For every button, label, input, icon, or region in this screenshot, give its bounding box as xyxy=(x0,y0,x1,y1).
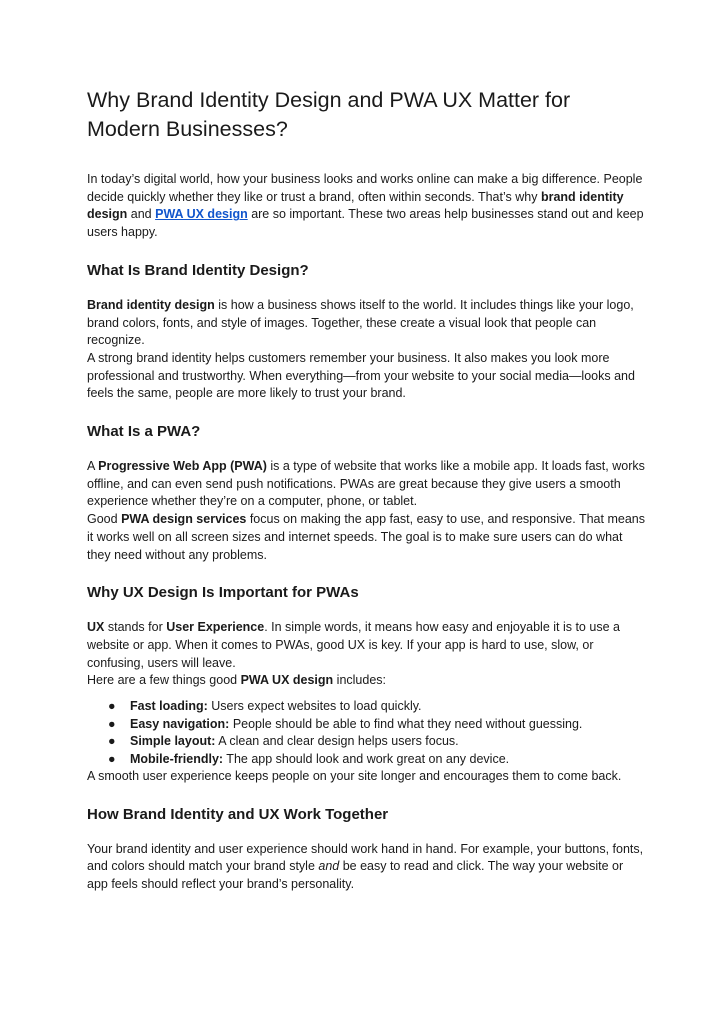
list-item xyxy=(108,751,647,769)
section-heading-together: How Brand Identity and UX Work Together xyxy=(87,805,389,823)
and-italic: and xyxy=(318,859,340,874)
bullet-bold: Mobile-friendly: xyxy=(130,751,224,766)
ux-bullet-list xyxy=(87,698,647,768)
pwa-text-a: A xyxy=(87,459,99,474)
bullet-text: The app should look and work great on any device. xyxy=(223,751,510,766)
bullet-icon: ● xyxy=(108,699,116,714)
section-heading-pwa: What Is a PWA? xyxy=(87,423,201,441)
pwa-ux-design-bold: PWA UX design xyxy=(240,673,334,688)
bullet-bold: Fast loading: xyxy=(130,699,208,714)
list-item xyxy=(108,716,647,734)
intro-paragraph xyxy=(87,171,647,242)
pwa-design-services-bold: PWA design services xyxy=(121,512,247,527)
bullet-bold: Easy navigation: xyxy=(130,716,230,731)
pwa-ux-design-link[interactable]: PWA UX design xyxy=(155,207,248,222)
bullet-icon: ● xyxy=(108,734,116,749)
bullet-icon: ● xyxy=(108,716,116,731)
bullet-text: People should be able to find what they need without guessing. xyxy=(229,716,583,731)
bullet-bold: Simple layout: xyxy=(130,734,216,749)
ux-paragraph-2 xyxy=(87,672,647,690)
ux-text-here: Here are a few things good xyxy=(87,673,241,688)
pwa-paragraph-1 xyxy=(87,458,647,511)
pwa-paragraph-2 xyxy=(87,511,647,564)
brand-identity-paragraph-2: A strong brand identity helps customers remember your business. It also makes you look more professional and trustworthy. When everything—from your website to your social media—looks and feels the same, people are more likely to trust your brand. xyxy=(87,350,635,401)
brand-identity-bold: Brand identity design xyxy=(87,297,215,312)
ux-text-stands: stands for xyxy=(104,620,167,635)
together-text-1: Your brand identity and user experience should work hand in hand. For example, your buttons, fonts, and colors should match your brand style xyxy=(87,841,644,874)
document-page xyxy=(87,86,647,894)
bullet-text: A clean and clear design helps users focus. xyxy=(215,734,459,749)
bullet-text: Users expect websites to load quickly. xyxy=(207,699,422,714)
list-item xyxy=(108,698,647,716)
ux-text-includes: includes: xyxy=(333,673,386,688)
intro-text-3: are so important. These two areas help businesses stand out and keep users happy. xyxy=(87,207,644,240)
brand-identity-paragraph-1 xyxy=(87,297,647,350)
brand-identity-text-1: is how a business shows itself to the world. It includes things like your logo, brand colors, fonts, and style of images. Together, these create a visual look that people can recognize. xyxy=(87,297,634,348)
bullet-icon: ● xyxy=(108,751,116,766)
pwa-bold: Progressive Web App (PWA) xyxy=(98,459,267,474)
document-title: Why Brand Identity Design and PWA UX Matter for Modern Businesses? xyxy=(87,88,571,141)
pwa-text-good: Good xyxy=(87,512,122,527)
intro-bold-brand-identity: brand identity design xyxy=(87,189,624,222)
intro-text-2: and xyxy=(127,207,156,222)
pwa-text-1: is a type of website that works like a mobile app. It loads fast, works offline, and can even send push notifications. PWAs are great because they give users a smooth experience whether they’re on a computer, phone, or tablet. xyxy=(87,459,645,509)
ux-paragraph-1 xyxy=(87,619,647,672)
ux-text-1: . In simple words, it means how easy and enjoyable it is to use a website or app. When it comes to PWAs, good UX is key. If your app is hard to use, slow, or confusing, users will leave. xyxy=(87,620,620,670)
section-heading-ux: Why UX Design Is Important for PWAs xyxy=(87,584,359,602)
list-item xyxy=(108,733,647,751)
user-experience-bold: User Experience xyxy=(166,620,265,635)
ux-paragraph-3: A smooth user experience keeps people on your site longer and encourages them to come back. xyxy=(87,769,622,784)
together-paragraph-1 xyxy=(87,841,647,894)
together-text-2: be easy to read and click. The way your website or app feels should reflect your brand’s personality. xyxy=(87,859,624,892)
ux-bold: UX xyxy=(87,620,105,635)
section-heading-brand-identity: What Is Brand Identity Design? xyxy=(87,261,309,279)
intro-text-1: In today’s digital world, how your business looks and works online can make a big difference. People decide quickly whether they like or trust a brand, often within seconds. That’s why xyxy=(87,172,643,204)
pwa-text-2: focus on making the app fast, easy to use, and responsive. That means it works well on all screen sizes and internet speeds. The goal is to make sure users can do what they need without any problems. xyxy=(87,512,645,562)
